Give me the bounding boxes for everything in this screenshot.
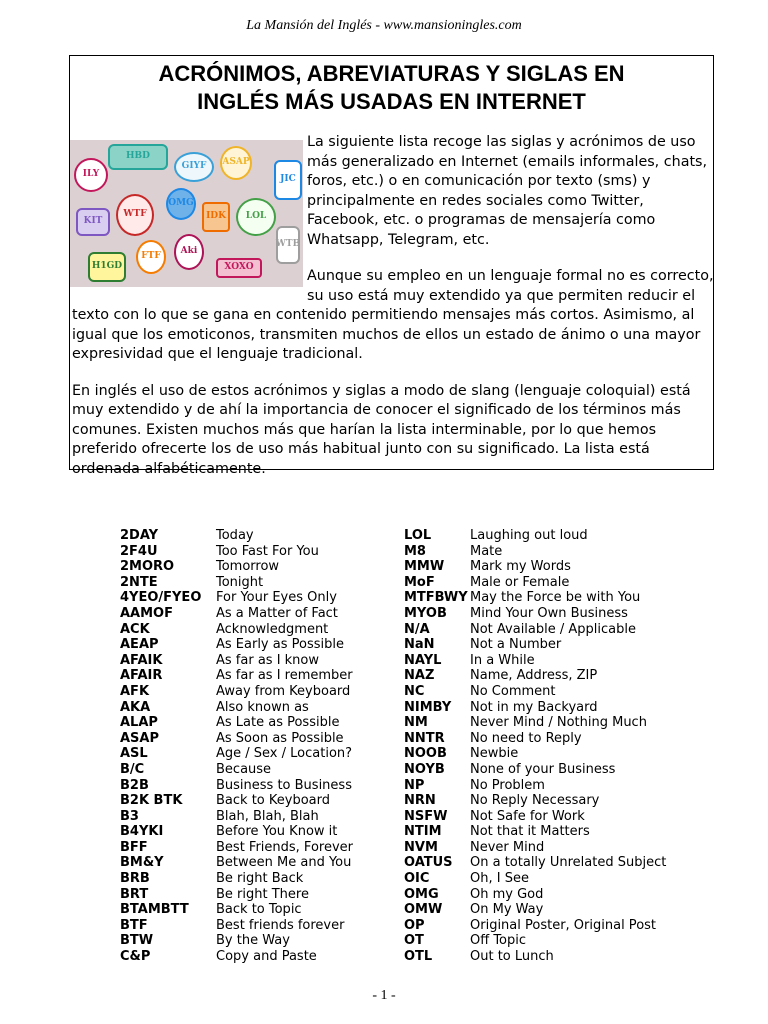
acronym-meaning: No Comment — [470, 683, 556, 699]
acronym-meaning: Because — [216, 761, 272, 777]
acronym: AAMOF — [120, 605, 173, 621]
acronym-meaning: May the Force be with You — [470, 590, 641, 606]
page-title — [70, 60, 713, 116]
acronym-meaning: As far as I remember — [216, 668, 353, 684]
acronym: BRT — [120, 886, 149, 902]
acronym: NAYL — [404, 652, 442, 668]
acronym: OIC — [404, 871, 430, 887]
acronym: NM — [404, 715, 428, 731]
acronym: 2NTE — [120, 574, 158, 590]
acronym: NaN — [404, 637, 435, 653]
acronym-meaning: Male or Female — [470, 574, 570, 590]
speech-bubble-icon: ILY — [74, 158, 108, 192]
acronym-meaning: As Early as Possible — [216, 637, 344, 653]
intro-box — [69, 55, 714, 477]
acronym: NTIM — [404, 824, 442, 840]
acronym-meaning: Business to Business — [216, 777, 352, 793]
acronym: B/C — [120, 761, 145, 777]
speech-bubble-icon: HBD — [108, 144, 168, 170]
acronym: NNTR — [404, 730, 445, 746]
acronym-meaning: Today — [216, 528, 254, 543]
speech-bubble-icon: WTF — [116, 194, 154, 236]
acronym: AKA — [120, 699, 151, 715]
speech-bubble-icon: IDK — [202, 202, 230, 232]
acronym-meaning: Back to Keyboard — [216, 793, 330, 809]
acronym: NIMBY — [404, 699, 452, 715]
acronym: BFF — [120, 839, 148, 855]
acronym-meaning: Oh my God — [470, 886, 544, 902]
acronym-meaning: Tonight — [216, 574, 264, 590]
acronym: ALAP — [120, 715, 158, 731]
acronym: MoF — [404, 574, 435, 590]
acronym-meaning: Before You Know it — [216, 824, 338, 840]
speech-bubble-icon: WTB — [276, 226, 300, 264]
acronym-meaning: Laughing out loud — [470, 528, 588, 543]
acronym-meaning: Never Mind — [470, 839, 545, 855]
acronym: NOYB — [404, 761, 445, 777]
acronym: BTF — [120, 917, 148, 933]
speech-bubble-icon: H1GD — [88, 252, 126, 282]
acronym-meaning: Not Safe for Work — [470, 808, 585, 824]
speech-bubble-icon: JIC — [274, 160, 302, 200]
acronym: AFAIR — [120, 668, 163, 684]
acronym: OTL — [404, 949, 433, 965]
acronym-meaning: Not Available / Applicable — [470, 621, 636, 637]
acronym-meaning: Never Mind / Nothing Much — [470, 715, 647, 731]
acronym: NSFW — [404, 808, 448, 824]
acronym: NVM — [404, 839, 438, 855]
acronym-meaning: Tomorrow — [216, 559, 280, 575]
acronym: B2K BTK — [120, 793, 183, 809]
acronym-meaning: Be right Back — [216, 871, 304, 887]
acronym-meaning: Age / Sex / Location? — [216, 746, 353, 762]
acronym-meaning: Oh, I See — [470, 871, 529, 887]
speech-bubble-icon: XOXO — [216, 258, 262, 278]
speech-bubble-icon: FTF — [136, 240, 166, 274]
acronym: OMW — [404, 902, 443, 918]
acronym: N/A — [404, 621, 430, 637]
speech-bubble-icon: Aki — [174, 234, 204, 270]
acronym: MYOB — [404, 605, 447, 621]
acronym-meaning: Newbie — [470, 746, 519, 762]
acronym-meaning: In a While — [470, 652, 535, 668]
acronym: B2B — [120, 777, 149, 793]
acronym-meaning: Mark my Words — [470, 559, 571, 575]
acronym: OATUS — [404, 855, 453, 871]
speech-bubble-icon: ASAP — [220, 146, 252, 180]
acronym: NRN — [404, 793, 436, 809]
acronym: 2DAY — [120, 528, 159, 543]
acronym: ASL — [120, 746, 148, 762]
acronym-meaning: Out to Lunch — [470, 949, 554, 965]
acronym-meaning: Best friends forever — [216, 917, 345, 933]
acronym-meaning: Blah, Blah, Blah — [216, 808, 319, 824]
acronym: AEAP — [120, 637, 159, 653]
acronym-meaning: Also known as — [216, 699, 309, 715]
acronym: BTW — [120, 933, 154, 949]
acronym: MMW — [404, 559, 445, 575]
acronym: ACK — [120, 621, 150, 637]
acronym-meaning: As Soon as Possible — [216, 730, 344, 746]
acronym-meaning: Be right There — [216, 886, 309, 902]
acronym-meaning: On a totally Unrelated Subject — [470, 855, 667, 871]
acronym: OP — [404, 917, 425, 933]
acronym: 4YEO/FYEO — [120, 590, 202, 606]
acronym-meaning: None of your Business — [470, 761, 616, 777]
page-number: - 1 - — [372, 988, 396, 1003]
intro-text — [72, 133, 715, 479]
acronym: BM&Y — [120, 855, 164, 871]
speech-bubbles-image — [70, 140, 303, 287]
speech-bubble-icon: LOL — [236, 198, 276, 236]
acronym-meaning: Best Friends, Forever — [216, 839, 353, 855]
acronym: 2MORO — [120, 559, 175, 575]
acronym-meaning: Not in my Backyard — [470, 699, 598, 715]
acronym-meaning: By the Way — [216, 933, 290, 949]
acronym: M8 — [404, 543, 426, 559]
page-header: La Mansión del Inglés - www.mansioningles.com — [246, 18, 522, 33]
acronym-meaning: No Problem — [470, 777, 545, 793]
acronym-meaning: Mind Your Own Business — [470, 605, 628, 621]
intro-paragraph-3: En inglés el uso de estos acrónimos y siglas a modo de slang (lenguaje coloquial) está muy extendido y de ahí la importancia de conocer el significado de los términos más comunes. Existen muchos más que harían la lista interminable, por lo que hemos preferido ofrecerte los de uso más habitual junto con su significado. La lista está ordenada alfabéticamente. — [72, 382, 691, 477]
acronym: NOOB — [404, 746, 447, 762]
acronym-meaning: On My Way — [470, 902, 544, 918]
acronym-meaning: No need to Reply — [470, 730, 582, 746]
acronym: NC — [404, 683, 425, 699]
speech-bubble-icon: KIT — [76, 208, 110, 236]
acronym-meaning: Copy and Paste — [216, 949, 317, 965]
acronym: BTAMBTT — [120, 902, 189, 918]
acronym-meaning: Between Me and You — [216, 855, 352, 871]
acronym-meaning: Not a Number — [470, 637, 562, 653]
acronym-meaning: Away from Keyboard — [216, 683, 351, 699]
acronym-meaning: Off Topic — [470, 933, 527, 949]
speech-bubble-icon: OMG — [166, 188, 196, 220]
title-line-2: INGLÉS MÁS USADAS EN INTERNET — [197, 89, 586, 114]
acronym-meaning: Acknowledgment — [216, 621, 329, 637]
acronym-meaning: As a Matter of Fact — [216, 605, 338, 621]
acronym: 2F4U — [120, 543, 158, 559]
intro-paragraph-2: Aunque su empleo en un lenguaje formal no es correcto, su uso está muy extendido ya que permiten reducir el texto con lo que se gana en contenido permitiendo mensajes más cortos. Asimismo, al igual que los emoticonos, transmiten muchos de ellos un estado de ánimo o una mayor expresividad que el lenguaje tradicional. — [72, 268, 714, 362]
acronym-meaning: Mate — [470, 543, 503, 559]
acronym-meaning: Back to Topic — [216, 902, 302, 918]
acronym-meaning: No Reply Necessary — [470, 793, 600, 809]
acronym: OT — [404, 933, 424, 949]
acronym-meaning: As Late as Possible — [216, 715, 340, 731]
acronym: C&P — [120, 949, 151, 965]
acronym: MTFBWY — [404, 590, 468, 606]
intro-paragraph-1: La siguiente lista recoge las siglas y acrónimos de uso más generalizado en Internet (emails informales, chats, foros, etc.) o en comunicación por texto (sms) y principalmente en redes sociales como Twitter, Facebook, etc. o programas de mensajería como Whatsapp, Telegram, etc. — [307, 134, 708, 248]
acronym-meaning: Not that it Matters — [470, 824, 590, 840]
acronym: OMG — [404, 886, 439, 902]
speech-bubble-icon: GIYF — [174, 152, 214, 182]
acronym: AFAIK — [120, 652, 163, 668]
acronym: NP — [404, 777, 425, 793]
acronym: B4YKI — [120, 824, 164, 840]
acronym-meaning: Original Poster, Original Post — [470, 917, 657, 933]
acronym: BRB — [120, 871, 150, 887]
acronym: ASAP — [120, 730, 160, 746]
acronym-meaning: For Your Eyes Only — [216, 590, 337, 606]
acronym-meaning: As far as I know — [216, 652, 320, 668]
acronym-meaning: Too Fast For You — [216, 543, 319, 559]
title-line-1: ACRÓNIMOS, ABREVIATURAS Y SIGLAS EN — [158, 61, 625, 86]
acronym: LOL — [404, 528, 432, 543]
acronym: AFK — [120, 683, 150, 699]
acronym: NAZ — [404, 668, 435, 684]
acronym-meaning: Name, Address, ZIP — [470, 668, 598, 684]
acronym: B3 — [120, 808, 139, 824]
